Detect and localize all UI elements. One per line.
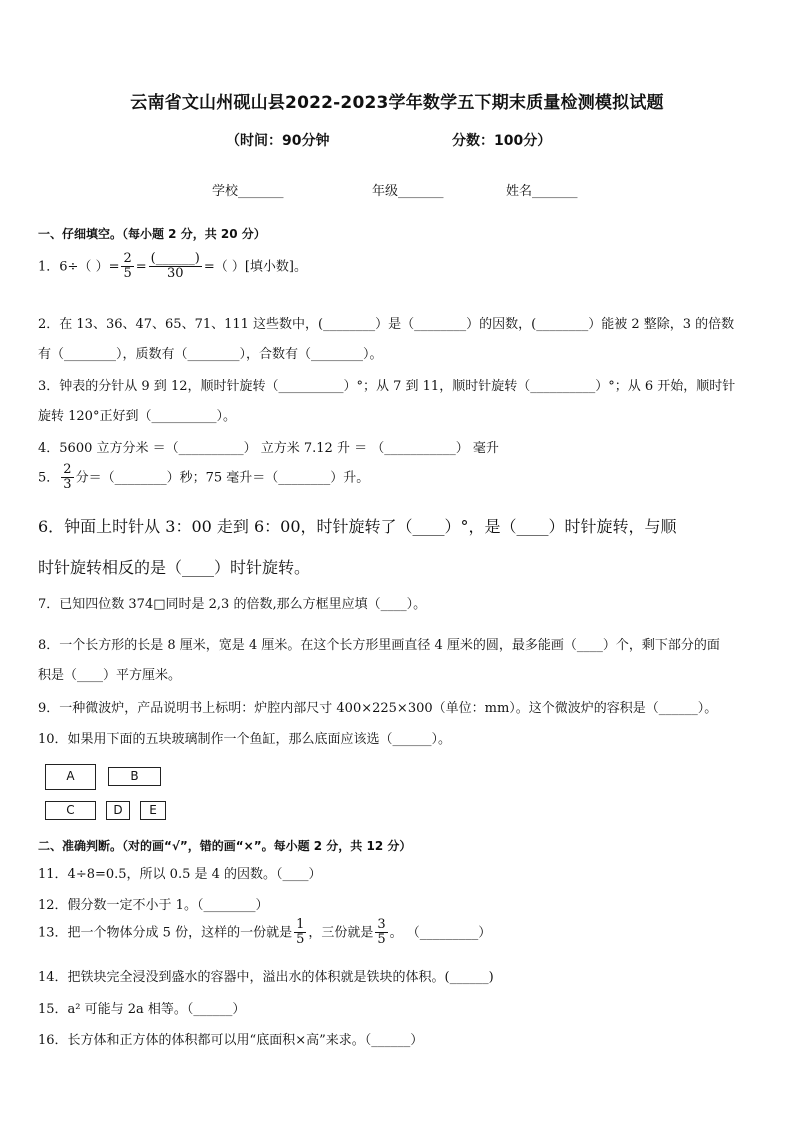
- q1-fraction-2-den: 30: [166, 266, 184, 282]
- q13-fraction-2-den: 5: [377, 932, 386, 948]
- q13-fraction-1-num: 1: [296, 917, 305, 932]
- glass-piece-a: A: [45, 764, 96, 790]
- question-6-line-1: 6．钟面上时针从 3：00 走到 6：00，时针旋转了（____）°，是（____）时针旋转，与顺: [38, 517, 677, 536]
- question-9: 9．一种微波炉，产品说明书上标明：炉腔内部尺寸 400×225×300（单位：mm）。这个微波炉的容积是（______）。: [38, 701, 718, 716]
- q1-text-a: 1．6÷（ ）=: [38, 259, 120, 275]
- question-2-line-1: 2．在 13、36、47、65、71、111 这些数中，(________）是（________）的因数，(________）能被 2 整除，3 的倍数: [38, 317, 735, 332]
- question-7: 7．已知四位数 374□同时是 2,3 的倍数,那么方框里应填（____）。: [38, 597, 427, 612]
- glass-piece-e: E: [140, 801, 166, 820]
- q5-fraction-den: 3: [63, 477, 72, 493]
- question-3-line-1: 3．钟表的分针从 9 到 12，顺时针旋转（__________）°；从 7 到 11，顺时针旋转（__________）°；从 6 开始，顺时针: [38, 379, 736, 394]
- q1-fraction-2-num: (______): [150, 251, 200, 266]
- question-6-line-2: 时针旋转相反的是（____）时针旋转。: [38, 558, 311, 577]
- question-3-line-2: 旋转 120°正好到（__________）。: [38, 409, 236, 424]
- grade-field: 年级_______: [372, 184, 444, 199]
- q5-fraction: [61, 463, 73, 493]
- question-5: [38, 463, 369, 493]
- q5-text-a: 5．: [38, 470, 60, 486]
- q1-fraction-2: [149, 252, 202, 282]
- q13-text-a: 13．把一个物体分成 5 份，这样的一份就是: [38, 925, 293, 941]
- question-13: [38, 918, 491, 948]
- question-1: [38, 252, 307, 282]
- time-label: （时间：90分钟: [226, 133, 330, 149]
- glass-piece-c: C: [45, 801, 96, 820]
- q5-fraction-num: 2: [63, 462, 72, 477]
- glass-piece-d: D: [106, 801, 130, 820]
- question-14: 14．把铁块完全浸没到盛水的容器中，溢出水的体积就是铁块的体积。(______): [38, 970, 494, 985]
- question-12: 12．假分数一定不小于 1。（________）: [38, 898, 269, 913]
- q13-text-c: 。 （_________）: [389, 925, 492, 941]
- q13-fraction-2-num: 3: [377, 917, 386, 932]
- page-title: 云南省文山州砚山县2022-2023学年数学五下期末质量检测模拟试题: [130, 93, 664, 113]
- question-16: 16．长方体和正方体的体积都可以用“底面积×高”来求。（______）: [38, 1033, 424, 1048]
- q13-fraction-1-den: 5: [296, 932, 305, 948]
- q1-fraction-1: [121, 252, 133, 282]
- q1-fraction-1-den: 5: [123, 266, 132, 282]
- name-field: 姓名_______: [506, 184, 578, 199]
- question-8-line-1: 8．一个长方形的长是 8 厘米，宽是 4 厘米。在这个长方形里画直径 4 厘米的圆，最多能画（____）个，剩下部分的面: [38, 638, 720, 653]
- glass-piece-b: B: [108, 767, 161, 786]
- question-4: 4．5600 立方分米 ＝（__________） 立方米 7.12 升 ＝ （___________） 毫升: [38, 441, 499, 456]
- score-label: 分数：100分）: [452, 133, 552, 149]
- q13-fraction-1: [294, 918, 306, 948]
- question-10: 10．如果用下面的五块玻璃制作一个鱼缸，那么底面应该选（______）。: [38, 732, 452, 747]
- question-8-line-2: 积是（____）平方厘米。: [38, 668, 182, 683]
- school-field: 学校_______: [212, 184, 284, 199]
- section-1-heading: 一、仔细填空。（每小题 2 分，共 20 分）: [38, 227, 266, 241]
- section-2-heading: 二、准确判断。（对的画“√”，错的画“×”。每小题 2 分，共 12 分）: [38, 839, 412, 853]
- q1-fraction-1-num: 2: [123, 251, 132, 266]
- q13-text-b: ，三份就是: [308, 925, 374, 941]
- q5-text-b: 分＝（________）秒；75 毫升＝（________）升。: [75, 470, 370, 486]
- q13-fraction-2: [375, 918, 387, 948]
- q1-equals: =: [135, 259, 147, 275]
- question-11: 11．4÷8=0.5，所以 0.5 是 4 的因数。（____）: [38, 867, 322, 882]
- q1-text-b: =（ ）[填小数]。: [203, 259, 307, 275]
- question-15: 15．a² 可能与 2a 相等。（______）: [38, 1002, 246, 1017]
- question-2-line-2: 有（________），质数有（________），合数有（________）。: [38, 347, 383, 362]
